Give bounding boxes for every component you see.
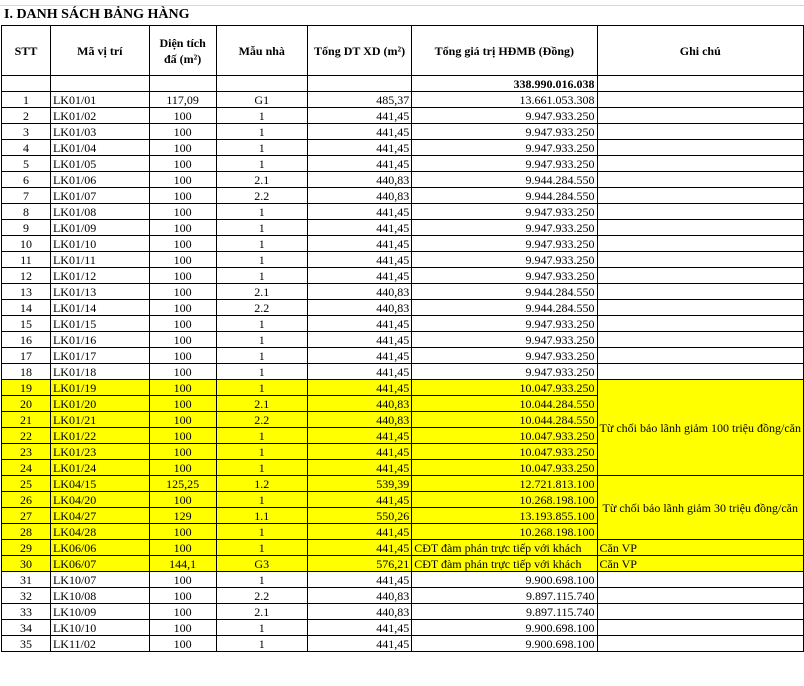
ghi-chu-cell bbox=[597, 108, 804, 124]
stt-cell: 17 bbox=[2, 348, 51, 364]
ma-vi-tri-cell: LK11/02 bbox=[50, 636, 149, 652]
table-row[interactable] bbox=[2, 636, 804, 652]
tong-gia-tri-cell: 9.947.933.250 bbox=[412, 316, 597, 332]
dien-tich-cell: 100 bbox=[149, 620, 216, 636]
table-row[interactable] bbox=[2, 540, 804, 556]
ma-vi-tri-cell: LK01/05 bbox=[50, 156, 149, 172]
ghi-chu-note-100: Từ chối bảo lãnh giảm 100 triệu đồng/căn bbox=[597, 380, 804, 476]
tong-gia-tri-cell: 9.897.115.740 bbox=[412, 588, 597, 604]
stt-cell: 1 bbox=[2, 92, 51, 108]
stt-cell: 33 bbox=[2, 604, 51, 620]
tong-dt-xd-cell: 485,37 bbox=[307, 92, 411, 108]
mau-nha-cell: 1 bbox=[216, 380, 307, 396]
mau-nha-cell: 1 bbox=[216, 524, 307, 540]
stt-cell: 3 bbox=[2, 124, 51, 140]
tong-gia-tri-cell: 9.947.933.250 bbox=[412, 140, 597, 156]
mau-nha-cell: 1 bbox=[216, 444, 307, 460]
tong-dt-xd-cell: 441,45 bbox=[307, 204, 411, 220]
mau-nha-cell: 1 bbox=[216, 124, 307, 140]
table-row[interactable] bbox=[2, 172, 804, 188]
ma-vi-tri-cell: LK01/17 bbox=[50, 348, 149, 364]
table-row[interactable] bbox=[2, 124, 804, 140]
tong-dt-xd-cell: 441,45 bbox=[307, 380, 411, 396]
stt-cell: 16 bbox=[2, 332, 51, 348]
stt-cell: 13 bbox=[2, 284, 51, 300]
table-row[interactable] bbox=[2, 316, 804, 332]
mau-nha-cell: 1 bbox=[216, 540, 307, 556]
table-row[interactable] bbox=[2, 476, 804, 492]
ghi-chu-cell bbox=[597, 636, 804, 652]
mau-nha-cell: 2.1 bbox=[216, 172, 307, 188]
ghi-chu-cell: Căn VP bbox=[597, 556, 804, 572]
tong-dt-xd-cell: 441,45 bbox=[307, 140, 411, 156]
tong-gia-tri-cell: 9.900.698.100 bbox=[412, 572, 597, 588]
ma-vi-tri-cell: LK01/13 bbox=[50, 284, 149, 300]
tong-gia-tri-cell: 9.947.933.250 bbox=[412, 348, 597, 364]
ghi-chu-cell bbox=[597, 348, 804, 364]
ma-vi-tri-cell: LK04/28 bbox=[50, 524, 149, 540]
header-ghi-chu: Ghi chú bbox=[597, 26, 804, 76]
ma-vi-tri-cell: LK01/08 bbox=[50, 204, 149, 220]
tong-gia-tri-cell: 9.947.933.250 bbox=[412, 124, 597, 140]
mau-nha-cell: 1 bbox=[216, 140, 307, 156]
ghi-chu-cell bbox=[597, 156, 804, 172]
tong-dt-xd-cell: 441,45 bbox=[307, 428, 411, 444]
ghi-chu-cell bbox=[597, 588, 804, 604]
dien-tich-cell: 100 bbox=[149, 444, 216, 460]
tong-gia-tri-cell: 10.268.198.100 bbox=[412, 524, 597, 540]
tong-gia-tri-cell: 10.268.198.100 bbox=[412, 492, 597, 508]
tong-gia-tri-cell: 12.721.813.100 bbox=[412, 476, 597, 492]
mau-nha-cell: 1 bbox=[216, 108, 307, 124]
tong-gia-tri-cell: 9.947.933.250 bbox=[412, 364, 597, 380]
ma-vi-tri-cell: LK06/06 bbox=[50, 540, 149, 556]
header-tong-gia-tri: Tổng giá trị HĐMB (Đồng) bbox=[412, 26, 597, 76]
mau-nha-cell: 1 bbox=[216, 268, 307, 284]
ghi-chu-cell bbox=[597, 220, 804, 236]
ma-vi-tri-cell: LK10/10 bbox=[50, 620, 149, 636]
ma-vi-tri-cell: LK06/07 bbox=[50, 556, 149, 572]
ghi-chu-cell bbox=[597, 332, 804, 348]
tong-dt-xd-cell: 440,83 bbox=[307, 604, 411, 620]
ma-vi-tri-cell: LK01/21 bbox=[50, 412, 149, 428]
table-row[interactable] bbox=[2, 236, 804, 252]
tong-gia-tri-cell: 9.900.698.100 bbox=[412, 620, 597, 636]
dien-tich-cell: 100 bbox=[149, 204, 216, 220]
stt-cell: 11 bbox=[2, 252, 51, 268]
dien-tich-cell: 100 bbox=[149, 236, 216, 252]
dien-tich-cell: 100 bbox=[149, 108, 216, 124]
stt-cell: 10 bbox=[2, 236, 51, 252]
tong-dt-xd-cell: 441,45 bbox=[307, 252, 411, 268]
tong-dt-xd-cell: 440,83 bbox=[307, 396, 411, 412]
dien-tich-cell: 100 bbox=[149, 604, 216, 620]
stt-cell: 4 bbox=[2, 140, 51, 156]
stt-cell: 2 bbox=[2, 108, 51, 124]
ghi-chu-cell bbox=[597, 268, 804, 284]
tong-dt-xd-cell: 550,26 bbox=[307, 508, 411, 524]
stt-cell: 7 bbox=[2, 188, 51, 204]
total-empty-cell bbox=[216, 76, 307, 92]
tong-gia-tri-cell: 9.947.933.250 bbox=[412, 108, 597, 124]
tong-gia-tri-cell: 13.661.053.308 bbox=[412, 92, 597, 108]
stt-cell: 21 bbox=[2, 412, 51, 428]
table-row[interactable] bbox=[2, 156, 804, 172]
dien-tich-cell: 100 bbox=[149, 124, 216, 140]
tong-gia-tri-cell: 9.947.933.250 bbox=[412, 220, 597, 236]
dien-tich-cell: 100 bbox=[149, 316, 216, 332]
table-row[interactable] bbox=[2, 604, 804, 620]
dien-tich-cell: 100 bbox=[149, 572, 216, 588]
ma-vi-tri-cell: LK10/09 bbox=[50, 604, 149, 620]
table-row[interactable] bbox=[2, 204, 804, 220]
dien-tich-cell: 144,1 bbox=[149, 556, 216, 572]
ghi-chu-cell bbox=[597, 364, 804, 380]
mau-nha-cell: 1.2 bbox=[216, 476, 307, 492]
ma-vi-tri-cell: LK04/20 bbox=[50, 492, 149, 508]
ghi-chu-cell bbox=[597, 316, 804, 332]
stt-cell: 34 bbox=[2, 620, 51, 636]
tong-gia-tri-cell: 9.947.933.250 bbox=[412, 332, 597, 348]
ghi-chu-note-30: Từ chối bảo lãnh giảm 30 triệu đồng/căn bbox=[597, 476, 804, 540]
stt-cell: 22 bbox=[2, 428, 51, 444]
tong-gia-tri-cell: 9.944.284.550 bbox=[412, 284, 597, 300]
tong-dt-xd-cell: 441,45 bbox=[307, 236, 411, 252]
dien-tich-cell: 100 bbox=[149, 380, 216, 396]
stt-cell: 9 bbox=[2, 220, 51, 236]
mau-nha-cell: 1 bbox=[216, 204, 307, 220]
dien-tich-cell: 100 bbox=[149, 348, 216, 364]
stt-cell: 27 bbox=[2, 508, 51, 524]
tong-dt-xd-cell: 441,45 bbox=[307, 460, 411, 476]
stt-cell: 20 bbox=[2, 396, 51, 412]
ma-vi-tri-cell: LK01/07 bbox=[50, 188, 149, 204]
ghi-chu-cell bbox=[597, 124, 804, 140]
dien-tich-cell: 100 bbox=[149, 540, 216, 556]
ghi-chu-cell bbox=[597, 204, 804, 220]
tong-gia-tri-cell: 9.944.284.550 bbox=[412, 188, 597, 204]
tong-dt-xd-cell: 441,45 bbox=[307, 524, 411, 540]
stt-cell: 5 bbox=[2, 156, 51, 172]
tong-dt-xd-cell: 441,45 bbox=[307, 572, 411, 588]
total-empty-cell bbox=[149, 76, 216, 92]
mau-nha-cell: G1 bbox=[216, 92, 307, 108]
stt-cell: 30 bbox=[2, 556, 51, 572]
ghi-chu-cell bbox=[597, 188, 804, 204]
stt-cell: 32 bbox=[2, 588, 51, 604]
ghi-chu-cell bbox=[597, 572, 804, 588]
mau-nha-cell: 2.2 bbox=[216, 412, 307, 428]
ma-vi-tri-cell: LK01/18 bbox=[50, 364, 149, 380]
tong-gia-tri-cell: 9.947.933.250 bbox=[412, 156, 597, 172]
section-title: I. DANH SÁCH BẢNG HÀNG bbox=[4, 7, 190, 22]
mau-nha-cell: 1 bbox=[216, 572, 307, 588]
mau-nha-cell: 1 bbox=[216, 364, 307, 380]
tong-dt-xd-cell: 441,45 bbox=[307, 124, 411, 140]
total-empty-cell bbox=[597, 76, 804, 92]
ma-vi-tri-cell: LK01/19 bbox=[50, 380, 149, 396]
header-stt: STT bbox=[2, 26, 51, 76]
tong-dt-xd-cell: 440,83 bbox=[307, 412, 411, 428]
dien-tich-cell: 100 bbox=[149, 268, 216, 284]
table-row[interactable] bbox=[2, 332, 804, 348]
table-row[interactable] bbox=[2, 140, 804, 156]
table-row[interactable] bbox=[2, 348, 804, 364]
ma-vi-tri-cell: LK01/20 bbox=[50, 396, 149, 412]
mau-nha-cell: 1 bbox=[216, 156, 307, 172]
tong-gia-tri-cell: 10.044.284.550 bbox=[412, 396, 597, 412]
dien-tich-cell: 100 bbox=[149, 428, 216, 444]
ma-vi-tri-cell: LK01/15 bbox=[50, 316, 149, 332]
tong-dt-xd-cell: 441,45 bbox=[307, 268, 411, 284]
ma-vi-tri-cell: LK01/10 bbox=[50, 236, 149, 252]
ghi-chu-cell bbox=[597, 172, 804, 188]
tong-dt-xd-cell: 441,45 bbox=[307, 108, 411, 124]
mau-nha-cell: 2.1 bbox=[216, 284, 307, 300]
mau-nha-cell: 2.2 bbox=[216, 188, 307, 204]
tong-dt-xd-cell: 440,83 bbox=[307, 588, 411, 604]
stt-cell: 26 bbox=[2, 492, 51, 508]
dien-tich-cell: 129 bbox=[149, 508, 216, 524]
tong-dt-xd-cell: 441,45 bbox=[307, 348, 411, 364]
mau-nha-cell: 1 bbox=[216, 620, 307, 636]
tong-dt-xd-cell: 576,21 bbox=[307, 556, 411, 572]
tong-dt-xd-cell: 441,45 bbox=[307, 444, 411, 460]
dien-tich-cell: 100 bbox=[149, 332, 216, 348]
table-row[interactable] bbox=[2, 380, 804, 396]
ma-vi-tri-cell: LK01/04 bbox=[50, 140, 149, 156]
tong-dt-xd-cell: 539,39 bbox=[307, 476, 411, 492]
ghi-chu-cell: Căn VP bbox=[597, 540, 804, 556]
mau-nha-cell: 1 bbox=[216, 492, 307, 508]
ma-vi-tri-cell: LK01/24 bbox=[50, 460, 149, 476]
total-empty-cell bbox=[307, 76, 411, 92]
tong-dt-xd-cell: 441,45 bbox=[307, 220, 411, 236]
ma-vi-tri-cell: LK01/23 bbox=[50, 444, 149, 460]
dien-tich-cell: 100 bbox=[149, 172, 216, 188]
ghi-chu-cell bbox=[597, 284, 804, 300]
mau-nha-cell: 1 bbox=[216, 316, 307, 332]
dien-tich-cell: 100 bbox=[149, 636, 216, 652]
ghi-chu-cell bbox=[597, 140, 804, 156]
ma-vi-tri-cell: LK04/27 bbox=[50, 508, 149, 524]
dien-tich-cell: 100 bbox=[149, 588, 216, 604]
tong-gia-tri-cell: 10.047.933.250 bbox=[412, 380, 597, 396]
table-row[interactable] bbox=[2, 572, 804, 588]
stt-cell: 23 bbox=[2, 444, 51, 460]
dien-tich-cell: 100 bbox=[149, 252, 216, 268]
table-row[interactable] bbox=[2, 300, 804, 316]
dien-tich-cell: 100 bbox=[149, 140, 216, 156]
tong-dt-xd-cell: 440,83 bbox=[307, 188, 411, 204]
dien-tich-cell: 100 bbox=[149, 284, 216, 300]
mau-nha-cell: 1 bbox=[216, 428, 307, 444]
dien-tich-cell: 117,09 bbox=[149, 92, 216, 108]
mau-nha-cell: 1 bbox=[216, 252, 307, 268]
tong-gia-tri-cell: 10.047.933.250 bbox=[412, 460, 597, 476]
mau-nha-cell: 2.1 bbox=[216, 604, 307, 620]
ma-vi-tri-cell: LK01/11 bbox=[50, 252, 149, 268]
tong-dt-xd-cell: 441,45 bbox=[307, 316, 411, 332]
ma-vi-tri-cell: LK10/07 bbox=[50, 572, 149, 588]
ma-vi-tri-cell: LK01/22 bbox=[50, 428, 149, 444]
tong-gia-tri-cell: 13.193.855.100 bbox=[412, 508, 597, 524]
tong-dt-xd-cell: 441,45 bbox=[307, 364, 411, 380]
dien-tich-cell: 100 bbox=[149, 300, 216, 316]
mau-nha-cell: 1 bbox=[216, 460, 307, 476]
dien-tich-cell: 100 bbox=[149, 220, 216, 236]
mau-nha-cell: G3 bbox=[216, 556, 307, 572]
mau-nha-cell: 2.2 bbox=[216, 300, 307, 316]
table-row[interactable] bbox=[2, 188, 804, 204]
mau-nha-cell: 2.2 bbox=[216, 588, 307, 604]
stt-cell: 25 bbox=[2, 476, 51, 492]
header-ma-vi-tri: Mã vị trí bbox=[50, 26, 149, 76]
tong-gia-tri-cell: 10.044.284.550 bbox=[412, 412, 597, 428]
stt-cell: 15 bbox=[2, 316, 51, 332]
ghi-chu-cell bbox=[597, 620, 804, 636]
tong-dt-xd-cell: 440,83 bbox=[307, 284, 411, 300]
ma-vi-tri-cell: LK01/12 bbox=[50, 268, 149, 284]
ma-vi-tri-cell: LK01/16 bbox=[50, 332, 149, 348]
mau-nha-cell: 2.1 bbox=[216, 396, 307, 412]
dien-tich-cell: 100 bbox=[149, 188, 216, 204]
tong-gia-tri-cell: 9.944.284.550 bbox=[412, 172, 597, 188]
stt-cell: 35 bbox=[2, 636, 51, 652]
dien-tich-cell: 125,25 bbox=[149, 476, 216, 492]
tong-dt-xd-cell: 441,45 bbox=[307, 156, 411, 172]
dien-tich-cell: 100 bbox=[149, 396, 216, 412]
table-row[interactable] bbox=[2, 556, 804, 572]
stt-cell: 28 bbox=[2, 524, 51, 540]
tong-gia-tri-cell: CĐT đàm phán trực tiếp với khách bbox=[412, 540, 597, 556]
total-empty-cell bbox=[2, 76, 51, 92]
total-empty-cell bbox=[50, 76, 149, 92]
dien-tich-cell: 100 bbox=[149, 156, 216, 172]
stt-cell: 8 bbox=[2, 204, 51, 220]
mau-nha-cell: 1 bbox=[216, 220, 307, 236]
header-mau-nha: Mẫu nhà bbox=[216, 26, 307, 76]
tong-dt-xd-cell: 441,45 bbox=[307, 332, 411, 348]
table-row[interactable] bbox=[2, 364, 804, 380]
tong-gia-tri-cell: 9.947.933.250 bbox=[412, 268, 597, 284]
total-row bbox=[2, 76, 804, 92]
stt-cell: 6 bbox=[2, 172, 51, 188]
ma-vi-tri-cell: LK04/15 bbox=[50, 476, 149, 492]
dien-tich-cell: 100 bbox=[149, 492, 216, 508]
ma-vi-tri-cell: LK01/01 bbox=[50, 92, 149, 108]
mau-nha-cell: 1 bbox=[216, 332, 307, 348]
header-tong-dt-xd: Tổng DT XD (m²) bbox=[307, 26, 411, 76]
stt-cell: 12 bbox=[2, 268, 51, 284]
inventory-table bbox=[1, 25, 804, 652]
tong-gia-tri-cell: 9.947.933.250 bbox=[412, 204, 597, 220]
table-row[interactable] bbox=[2, 108, 804, 124]
ma-vi-tri-cell: LK01/14 bbox=[50, 300, 149, 316]
mau-nha-cell: 1 bbox=[216, 348, 307, 364]
stt-cell: 24 bbox=[2, 460, 51, 476]
table-row[interactable] bbox=[2, 252, 804, 268]
stt-cell: 29 bbox=[2, 540, 51, 556]
tong-dt-xd-cell: 441,45 bbox=[307, 540, 411, 556]
mau-nha-cell: 1.1 bbox=[216, 508, 307, 524]
stt-cell: 18 bbox=[2, 364, 51, 380]
table-row[interactable] bbox=[2, 268, 804, 284]
tong-gia-tri-cell: 9.947.933.250 bbox=[412, 252, 597, 268]
tong-gia-tri-cell: 10.047.933.250 bbox=[412, 444, 597, 460]
tong-gia-tri-cell: 9.944.284.550 bbox=[412, 300, 597, 316]
dien-tich-cell: 100 bbox=[149, 460, 216, 476]
tong-dt-xd-cell: 441,45 bbox=[307, 620, 411, 636]
mau-nha-cell: 1 bbox=[216, 236, 307, 252]
table-row[interactable] bbox=[2, 220, 804, 236]
ghi-chu-cell bbox=[597, 236, 804, 252]
ma-vi-tri-cell: LK01/02 bbox=[50, 108, 149, 124]
tong-dt-xd-cell: 441,45 bbox=[307, 492, 411, 508]
ghi-chu-cell bbox=[597, 252, 804, 268]
dien-tich-cell: 100 bbox=[149, 524, 216, 540]
tong-dt-xd-cell: 441,45 bbox=[307, 636, 411, 652]
tong-gia-tri-cell: 9.900.698.100 bbox=[412, 636, 597, 652]
table-row[interactable] bbox=[2, 588, 804, 604]
dien-tich-cell: 100 bbox=[149, 364, 216, 380]
ghi-chu-cell bbox=[597, 300, 804, 316]
total-value: 338.990.016.038 bbox=[412, 76, 597, 92]
tong-dt-xd-cell: 440,83 bbox=[307, 172, 411, 188]
mau-nha-cell: 1 bbox=[216, 636, 307, 652]
stt-cell: 14 bbox=[2, 300, 51, 316]
stt-cell: 31 bbox=[2, 572, 51, 588]
ma-vi-tri-cell: LK01/03 bbox=[50, 124, 149, 140]
ma-vi-tri-cell: LK01/09 bbox=[50, 220, 149, 236]
ghi-chu-cell bbox=[597, 604, 804, 620]
tong-gia-tri-cell: 10.047.933.250 bbox=[412, 428, 597, 444]
table-row[interactable] bbox=[2, 620, 804, 636]
stt-cell: 19 bbox=[2, 380, 51, 396]
dien-tich-cell: 100 bbox=[149, 412, 216, 428]
tong-gia-tri-cell: CĐT đàm phán trực tiếp với khách bbox=[412, 556, 597, 572]
tong-gia-tri-cell: 9.897.115.740 bbox=[412, 604, 597, 620]
header-row bbox=[2, 26, 804, 76]
header-dien-tich: Diện tích đấ (m²) bbox=[149, 26, 216, 76]
ma-vi-tri-cell: LK10/08 bbox=[50, 588, 149, 604]
table-row[interactable] bbox=[2, 284, 804, 300]
table-row[interactable] bbox=[2, 92, 804, 108]
ma-vi-tri-cell: LK01/06 bbox=[50, 172, 149, 188]
tong-dt-xd-cell: 440,83 bbox=[307, 300, 411, 316]
tong-gia-tri-cell: 9.947.933.250 bbox=[412, 236, 597, 252]
ghi-chu-cell bbox=[597, 92, 804, 108]
